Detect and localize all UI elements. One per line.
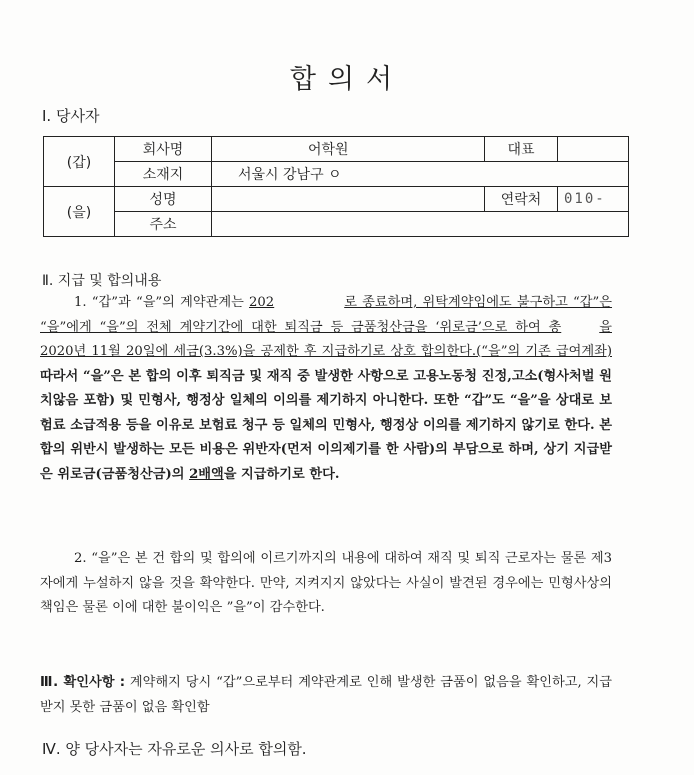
- contact-value: 010-: [558, 187, 629, 212]
- agreement-paragraph-2: 2. “을”은 본 건 합의 및 합의에 이르기까지의 내용에 대하여 재직 및 퇴직 근로자는 물론 제3자에게 누설하지 않을 것을 확약한다. 만약, 지켜지지 않았다는 사실이 발견된 경우에는 민형사상의 책임은 물론 이에 대한 불이익은 ”을”이 감수한다.: [40, 551, 612, 615]
- representative-label: 대표: [485, 137, 558, 162]
- mutual-consent-statement: Ⅳ. 양 당사자는 자유로운 의사로 합의함.: [42, 740, 307, 758]
- company-name-label: 회사명: [115, 137, 212, 162]
- contact-label: 연락처: [485, 187, 558, 212]
- company-name-value: 어학원: [212, 137, 485, 162]
- table-row: [44, 212, 629, 237]
- name-label: 성명: [115, 187, 212, 212]
- document-title: 합의서: [289, 64, 405, 95]
- confirmation-text: 계약해지 당시 “갑”으로부터 계약관계로 인해 발생한 금품이 없음을 확인하고, 지급받지 못한 금품이 없음 확인함: [40, 675, 613, 715]
- party-eul-label: (을): [44, 187, 115, 237]
- para1-date-start: 202: [249, 295, 275, 310]
- para1-part-a: 1. “갑”과 “을”의 계약관계는: [74, 295, 250, 310]
- party-gap-label: (갑): [44, 137, 115, 187]
- representative-value: [558, 137, 629, 162]
- confirmation-paragraph: [40, 671, 612, 720]
- eul-address-label: 주소: [115, 212, 212, 237]
- address-value: 서울시 강남구 ㅇ: [212, 162, 629, 187]
- table-row: [44, 187, 629, 212]
- para1-part-c: 로 종료하며, 위탁계약임에도 불구하고 “갑”은 “을”에게 “을”의 전체 계약기간에 대한 퇴직금 등 금품청산금을 ‘위로금’으로 하여 총: [40, 295, 613, 335]
- section-parties-heading: Ⅰ. 당사자: [42, 107, 100, 125]
- agreement-paragraph-1: [40, 291, 612, 487]
- para1-part-e: 따라서 “을”은 본 합의 이후 퇴직금 및 재직 중 발생한 사항으로 고용노동청 진정,고소(형사처벌 원치않음 포함) 및 민형사, 행정상 일체의 이의를 제기하지 아니한다. 또한 “갑”도 “을”을 상대로 보험료 소급적용 등을 이유로 보험료 청구 등 일체의 민형사, 행정상 이의를 제기하지 않기로 한다. 본 합의 위반시 발생하는 모든 비용은 위반자(먼저 이의제기를 한 사람)의 부담으로 하며, 상기 지급받은 위로금(금품청산금)의: [40, 368, 612, 482]
- table-row: [44, 162, 629, 187]
- address-label: 소재지: [115, 162, 212, 187]
- section-confirm-heading: Ⅲ. 확인사항 :: [40, 675, 125, 690]
- table-row: [44, 137, 629, 162]
- name-value: [212, 187, 485, 212]
- para1-part-g: 을 지급하기로 한다.: [223, 466, 340, 482]
- para1-part-d: 을 2020년 11월 20일에 세금(3.3%)을 공제한 후 지급하기로 상호 합의한다.(“을”의 기존 급여계좌): [40, 319, 612, 359]
- parties-table: [43, 136, 629, 237]
- section-payment-heading: Ⅱ. 지급 및 합의내용: [42, 273, 162, 289]
- para1-double-amount: 2배액: [189, 466, 224, 482]
- eul-address-value: [212, 212, 629, 237]
